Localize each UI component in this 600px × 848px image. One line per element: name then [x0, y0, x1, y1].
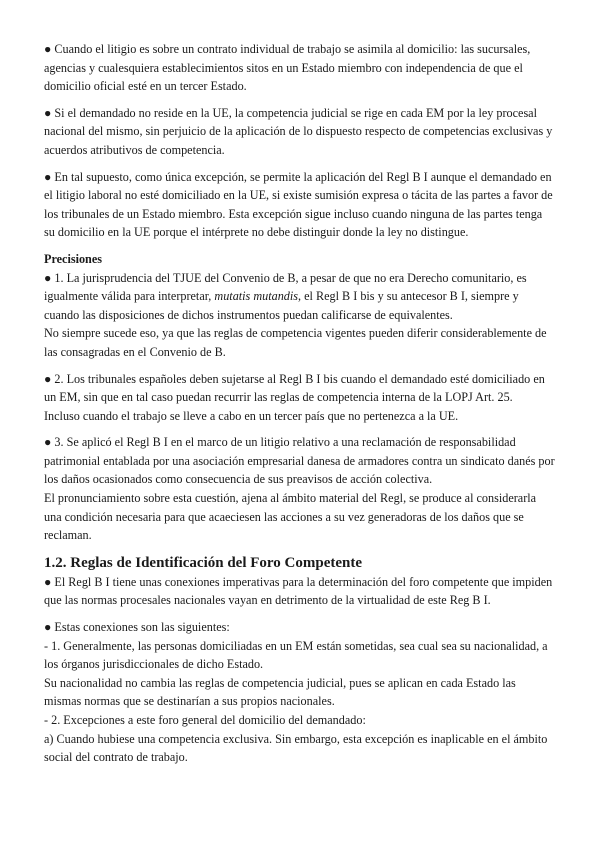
precision-1	[44, 269, 556, 325]
paragraph-establishments: ● Cuando el litigio es sobre un contrato individual de trabajo se asimila al domicilio: las sucursales, agencias y cualesquiera establecimientos sitos en un Estado miembro con independencia de que el domicilio oficial esté en un tercer Estado.	[44, 42, 531, 94]
precision-2-note: Incluso cuando el trabajo se lleve a cabo en un tercer país que no pertenezca a la UE.	[44, 408, 459, 423]
precision-1-note: No siempre sucede eso, ya que las reglas de competencia vigentes pueden diferir considerablemente de las consagradas en el Convenio de B.	[44, 326, 547, 359]
precision-2: ● 2. Los tribunales españoles deben sujetarse al Regl B I bis cuando el demandado esté domiciliado en un EM, sin que en tal caso puedan recurrir las reglas de competencia interna de la LOPJ Art. 25.	[44, 371, 545, 405]
precision-1-italic: mutatis mutandis	[214, 289, 299, 304]
paragraph-exception: ● En tal supuesto, como única excepción, se permite la aplicación del Regl B I aunque el demandado en el litigio laboral no esté domiciliado en la UE, si existe sumisión expresa o tácita de las partes a favor de los tribunales de un Estado miembro. Esta excepción sigue incluso cuando ninguna de las partes tenga su domicilio en la UE porque el intérprete no debe distinguir donde la ley no distingue.	[44, 169, 553, 240]
section-item-1: - 1. Generalmente, las personas domiciliadas en un EM están sometidas, sea cual sea su nacionalidad, a los órganos jurisdiccionales de dicho Estado.	[44, 638, 548, 672]
precision-1-text-a: ● 1. La jurisprudencia del TJUE del Convenio de B, a pesar de que no era Derecho comunitario, es igualmente válida para interpretar,	[44, 270, 527, 304]
section-title: 1.2. Reglas de Identificación del Foro Competente	[44, 554, 363, 571]
section-intro: ● El Regl B I tiene unas conexiones imperativas para la determinación del foro competente que impiden que las normas procesales nacionales vayan en detrimento de la virtualidad de este Reg B I.	[44, 574, 553, 608]
section-item-2: - 2. Excepciones a este foro general del domicilio del demandado:	[44, 713, 366, 727]
section-connections-label: ● Estas conexiones son las siguientes:	[44, 620, 230, 635]
precisiones-heading: Precisiones	[44, 251, 102, 266]
section-item-2a: a) Cuando hubiese una competencia exclusiva. Sin embargo, esta excepción es inaplicable en el ámbito social del contrato de trabajo.	[44, 731, 548, 765]
precision-1-text-b: , el Regl B I bis y su antecesor B I, siempre y cuando las disposiciones de dichos instrumentos puedan calificarse de equivalentes.	[44, 289, 519, 322]
section-item-1-note: Su nacionalidad no cambia las reglas de competencia judicial, pues se aplican en cada Estado las mismas normas que se destinarían a sus propios nacionales.	[44, 675, 516, 709]
paragraph-non-eu-defendant: ● Si el demandado no reside en la UE, la competencia judicial se rige en cada EM por la ley procesal nacional del mismo, sin perjuicio de la aplicación de lo dispuesto respecto de competencias exclusivas y acuerdos atributivos de competencia.	[44, 105, 553, 157]
precision-3: ● 3. Se aplicó el Regl B I en el marco de un litigio relativo a una reclamación de responsabilidad patrimonial entablada por una asociación empresarial danesa de armadores contra un sindicato danés por los daños ocasionados como consecuencia de sus preavisos de acción colectiva.	[44, 435, 555, 487]
precision-3-note: El pronunciamiento sobre esta cuestión, ajena al ámbito material del Regl, se produce al considerarla una condición necesaria para que acaeciesen las acciones a su vez generadoras de los daños que se reclaman.	[44, 491, 537, 543]
